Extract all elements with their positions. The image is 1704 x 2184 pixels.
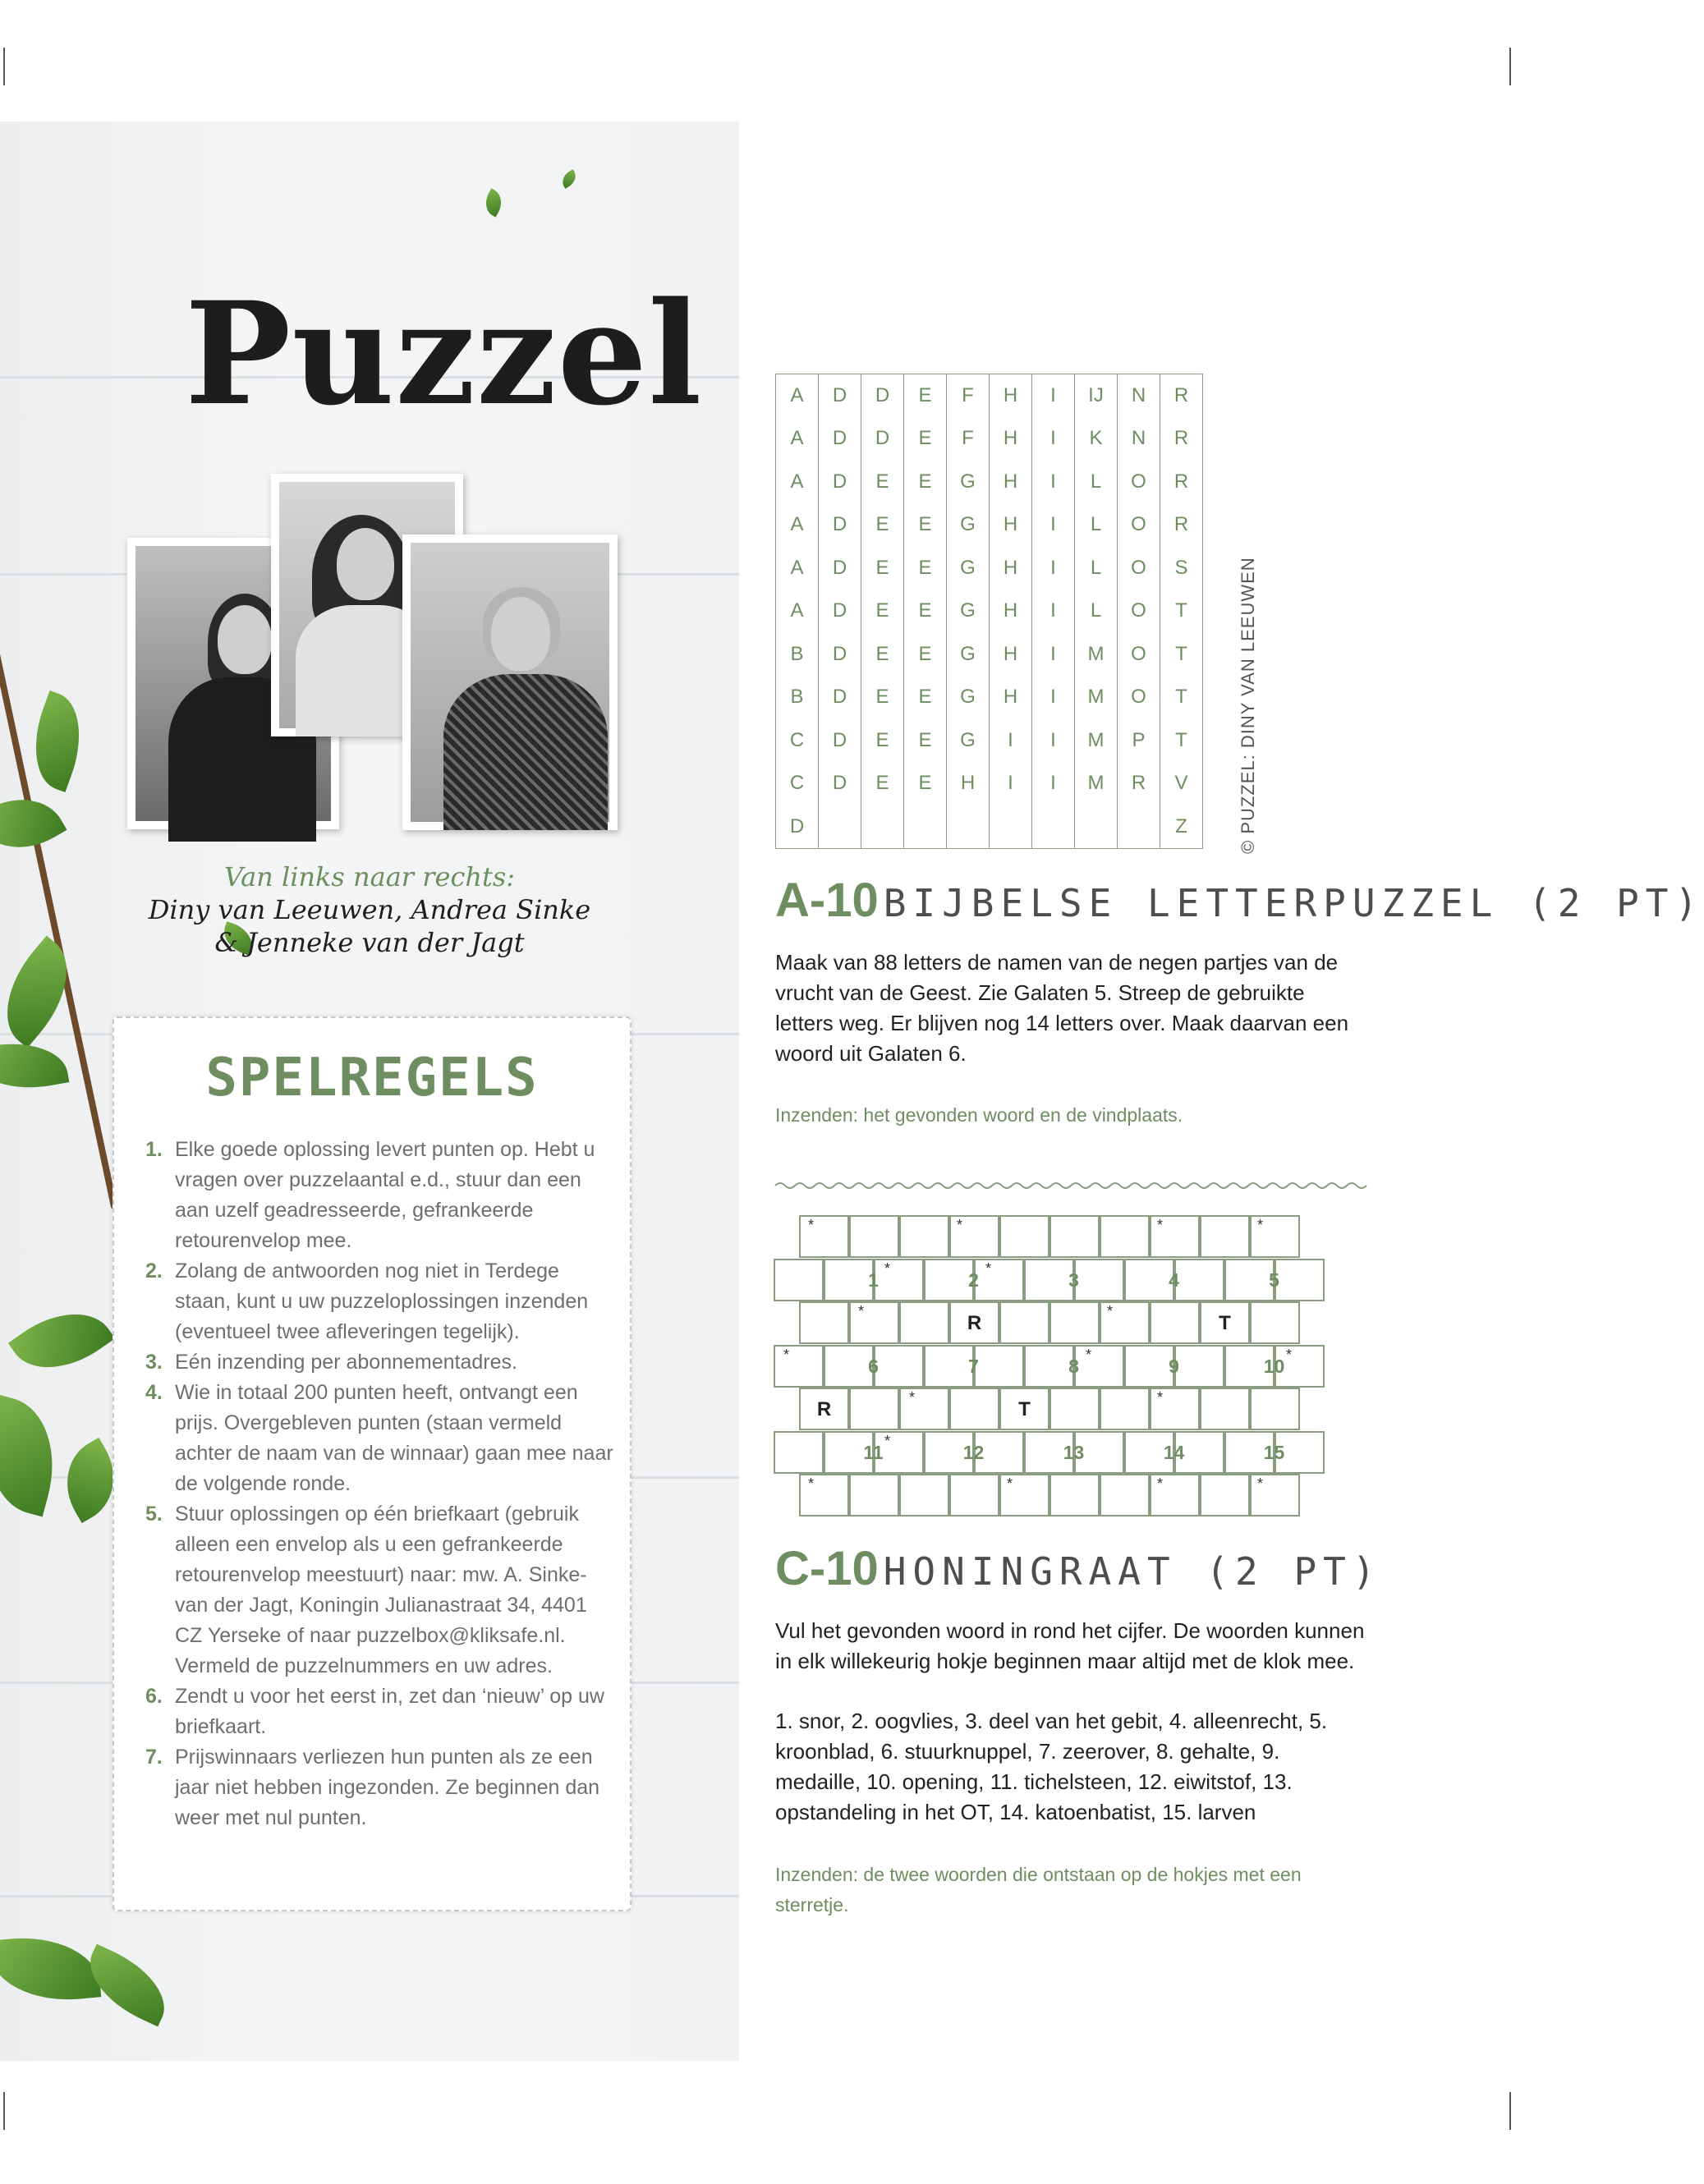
- asterisk-marker: *: [1086, 1346, 1092, 1363]
- letter-cell: O: [1118, 590, 1160, 633]
- asterisk-marker: *: [909, 1389, 916, 1406]
- letter-grid-row: [776, 590, 1203, 633]
- honeycomb-cell: [999, 1215, 1049, 1258]
- letter-cell: I: [1032, 719, 1075, 763]
- letter-cell: M: [1075, 676, 1118, 719]
- rule-text: Stuur oplossingen op één briefkaart (gebruik alleen een envelop als u een gefrankeerde retourenvelop meestuurt) naar: mw. A. Sinke-van der Jagt, Koningin Julianastraat 34, 4401 CZ Yerseke of naar puzzelbox@kliksafe.nl. Vermeld de puzzelnummers en uw adres.: [175, 1503, 587, 1677]
- letter-cell: E: [904, 676, 947, 719]
- photo-caption: [148, 860, 591, 959]
- letter-cell: A: [776, 417, 819, 461]
- honeycomb-cell: [1250, 1388, 1300, 1430]
- asterisk-marker: *: [808, 1475, 815, 1492]
- letter-cell: E: [861, 547, 904, 590]
- rules-title: SPELREGELS: [205, 1048, 539, 1108]
- letter-cell: R: [1160, 503, 1203, 547]
- letter-cell: A: [776, 461, 819, 504]
- letter-cell: G: [947, 633, 990, 677]
- asterisk-marker: *: [884, 1432, 891, 1449]
- letter-cell: Z: [1160, 805, 1203, 849]
- honeycomb-given-letter: T: [1219, 1312, 1231, 1334]
- honeycomb-cell: [1200, 1388, 1250, 1430]
- letter-cell: E: [861, 676, 904, 719]
- rule-item: [145, 1378, 613, 1499]
- letter-cell: I: [1032, 590, 1075, 633]
- face-shape: [491, 597, 550, 671]
- letter-cell: I: [1032, 547, 1075, 590]
- letter-grid-row: [776, 719, 1203, 763]
- letter-cell: R: [1160, 374, 1203, 418]
- letter-cell: H: [990, 374, 1032, 418]
- honeycomb-description: Vul het gevonden woord in rond het cijfer. De woorden kunnen in elk willekeurig hokje beginnen maar altijd met de klok mee.: [775, 1618, 1365, 1673]
- asterisk-marker: *: [858, 1303, 865, 1319]
- letter-grid: [775, 374, 1203, 849]
- honeycomb-given-letter: T: [1018, 1398, 1031, 1420]
- leaf: [0, 780, 67, 867]
- letter-cell: E: [904, 503, 947, 547]
- asterisk-marker: *: [985, 1259, 992, 1277]
- portrait-photo-jenneke: [402, 535, 618, 830]
- letter-cell: I: [1032, 374, 1075, 418]
- honeycomb-cell: [849, 1388, 899, 1430]
- page-title: Puzzel: [185, 270, 703, 437]
- honeycomb-cell: [849, 1215, 899, 1258]
- asterisk-marker: *: [1157, 1217, 1164, 1233]
- rule-item: [145, 1135, 613, 1256]
- letter-cell: H: [990, 633, 1032, 677]
- honeycomb-given-letter: R: [967, 1312, 982, 1334]
- letter-cell: H: [990, 417, 1032, 461]
- letter-cell: E: [904, 417, 947, 461]
- letter-cell: F: [947, 374, 990, 418]
- honeycomb-cell: [1100, 1215, 1150, 1258]
- rule-text: Zolang de antwoorden nog niet in Terdege staan, kunt u uw puzzeloplossingen inzenden (eventueel twee afleveringen tegelijk).: [175, 1259, 589, 1343]
- rule-number: 1.: [145, 1138, 163, 1161]
- rule-text: Elke goede oplossing levert punten op. Hebt u vragen over puzzelaantal e.d., stuur dan een aan uzelf geadresseerde, gefrankeerde retourenvelop mee.: [175, 1138, 595, 1252]
- letter-cell: H: [947, 762, 990, 805]
- body-shape: [443, 674, 608, 830]
- honeycomb-cell: [1200, 1215, 1250, 1258]
- letter-cell: E: [904, 633, 947, 677]
- honeycomb-number: 1: [868, 1269, 879, 1291]
- rules-list: [145, 1135, 613, 1833]
- puzzle-send-instruction: Inzenden: het gevonden woord en de vindplaats.: [775, 1104, 1183, 1126]
- letter-grid-row: [776, 417, 1203, 461]
- letter-cell: L: [1075, 547, 1118, 590]
- letter-grid-row: [776, 461, 1203, 504]
- honeycomb-cell: [774, 1345, 824, 1388]
- letter-cell: R: [1160, 461, 1203, 504]
- letter-cell: A: [776, 547, 819, 590]
- letter-grid-row: [776, 547, 1203, 590]
- letter-cell: I: [1032, 676, 1075, 719]
- letter-cell: A: [776, 590, 819, 633]
- letter-cell: H: [990, 461, 1032, 504]
- letter-cell: D: [861, 417, 904, 461]
- letter-cell: L: [1075, 503, 1118, 547]
- letter-cell: G: [947, 503, 990, 547]
- letter-cell: I: [990, 719, 1032, 763]
- leaf: [8, 1292, 115, 1390]
- letter-cell: I: [1032, 417, 1075, 461]
- honeycomb-cell: [799, 1215, 849, 1258]
- rule-number: 6.: [145, 1685, 163, 1708]
- wave-divider: [775, 1179, 1373, 1192]
- honeycomb-number: 6: [868, 1355, 879, 1377]
- honeycomb-cell: [899, 1215, 949, 1258]
- rule-item: [145, 1256, 613, 1347]
- honeycomb-cell: [899, 1474, 949, 1516]
- honeycomb-cell: [774, 1259, 824, 1301]
- letter-cell: D: [861, 374, 904, 418]
- honeycomb-number: 10: [1263, 1355, 1285, 1377]
- honeycomb-cell: [949, 1474, 999, 1516]
- letter-cell: K: [1075, 417, 1118, 461]
- honeycomb-cell: [799, 1474, 849, 1516]
- letter-cell: D: [819, 762, 861, 805]
- letter-cell: G: [947, 547, 990, 590]
- letter-cell: [1075, 805, 1118, 849]
- leaf: [0, 1395, 70, 1517]
- caption-intro: Van links naar rechts:: [223, 861, 516, 892]
- letter-cell: T: [1160, 719, 1203, 763]
- letter-cell: E: [904, 590, 947, 633]
- letter-cell: E: [861, 461, 904, 504]
- letter-cell: [1118, 805, 1160, 849]
- asterisk-marker: *: [1257, 1475, 1264, 1492]
- honeycomb-grid: [774, 1215, 1332, 1519]
- letter-cell: H: [990, 503, 1032, 547]
- letter-cell: D: [819, 417, 861, 461]
- rule-text: Wie in totaal 200 punten heeft, ontvangt een prijs. Overgebleven punten (staan vermeld achter de naam van de winnaar) gaan mee naar de volgende ronde.: [175, 1381, 613, 1495]
- honeycomb-cell: [1250, 1301, 1300, 1344]
- rule-text: Zendt u voor het eerst in, zet dan ‘nieuw’ op uw briefkaart.: [175, 1685, 604, 1738]
- letter-cell: B: [776, 633, 819, 677]
- letter-cell: D: [819, 461, 861, 504]
- letter-cell: O: [1118, 676, 1160, 719]
- letter-grid-row: [776, 374, 1203, 418]
- honeycomb-cell: [1049, 1388, 1100, 1430]
- letter-cell: O: [1118, 461, 1160, 504]
- honeycomb-number: 8: [1068, 1355, 1079, 1377]
- rule-item: [145, 1682, 613, 1742]
- letter-cell: O: [1118, 547, 1160, 590]
- honeycomb-number: 2: [968, 1269, 979, 1291]
- honeycomb-number: 3: [1068, 1269, 1079, 1291]
- letter-cell: M: [1075, 762, 1118, 805]
- honeycomb-number: 11: [863, 1441, 884, 1463]
- rule-item: [145, 1742, 613, 1833]
- letter-cell: D: [819, 547, 861, 590]
- letter-cell: H: [990, 547, 1032, 590]
- letter-cell: R: [1118, 762, 1160, 805]
- crop-mark: [3, 48, 5, 85]
- letter-cell: N: [1118, 374, 1160, 418]
- asterisk-marker: *: [1157, 1475, 1164, 1492]
- letter-cell: E: [904, 719, 947, 763]
- rule-number: 5.: [145, 1503, 163, 1526]
- puzzle-heading-a10: [775, 874, 1704, 927]
- letter-cell: L: [1075, 590, 1118, 633]
- leaf: [0, 1034, 69, 1098]
- letter-cell: T: [1160, 590, 1203, 633]
- letter-cell: P: [1118, 719, 1160, 763]
- puzzle-credit: © PUZZEL: DINY VAN LEEUWEN: [1238, 557, 1258, 854]
- crop-mark: [1509, 48, 1511, 85]
- honeycomb-number: 14: [1163, 1441, 1185, 1463]
- crop-mark: [1509, 2092, 1511, 2130]
- honeycomb-cell: [774, 1431, 824, 1474]
- letter-cell: G: [947, 590, 990, 633]
- honeycomb-cell: [1200, 1474, 1250, 1516]
- honeycomb-cell: [899, 1388, 949, 1430]
- letter-cell: E: [861, 762, 904, 805]
- letter-cell: G: [947, 461, 990, 504]
- caption-names: Diny van Leeuwen, Andrea Sinke: [148, 894, 591, 925]
- letter-cell: I: [1032, 762, 1075, 805]
- letter-cell: H: [990, 676, 1032, 719]
- letter-cell: E: [861, 503, 904, 547]
- honeycomb-cell: [1100, 1388, 1150, 1430]
- honeycomb-cell: [849, 1301, 899, 1344]
- letter-cell: [819, 805, 861, 849]
- rule-text: Prijswinnaars verliezen hun punten als ze een jaar niet hebben ingezonden. Ze beginnen dan weer met nul punten.: [175, 1746, 600, 1829]
- rule-item: [145, 1347, 613, 1378]
- letter-cell: S: [1160, 547, 1203, 590]
- asterisk-marker: *: [1007, 1475, 1013, 1492]
- letter-cell: [990, 805, 1032, 849]
- leaf: [0, 1931, 101, 2006]
- honeycomb-cell: [849, 1474, 899, 1516]
- letter-cell: A: [776, 503, 819, 547]
- honeycomb-cell: [999, 1301, 1049, 1344]
- asterisk-marker: *: [1107, 1303, 1114, 1319]
- honeycomb-cell: [1049, 1215, 1100, 1258]
- letter-cell: E: [904, 762, 947, 805]
- honeycomb-number: 9: [1169, 1355, 1179, 1377]
- asterisk-marker: *: [884, 1259, 891, 1277]
- letter-cell: E: [861, 719, 904, 763]
- letter-cell: F: [947, 417, 990, 461]
- honeycomb-number: 7: [968, 1355, 979, 1377]
- honeycomb-cell: [899, 1301, 949, 1344]
- rules-card: [113, 1016, 632, 1911]
- letter-cell: O: [1118, 633, 1160, 677]
- rule-number: 4.: [145, 1381, 163, 1404]
- caption-names: & Jenneke van der Jagt: [214, 927, 525, 958]
- puzzle-name: BIJBELSE LETTERPUZZEL (2 PT): [883, 881, 1704, 925]
- letter-cell: M: [1075, 633, 1118, 677]
- letter-grid-row: [776, 762, 1203, 805]
- letter-cell: I: [1032, 461, 1075, 504]
- letter-cell: E: [861, 590, 904, 633]
- puzzle-code: C-10: [775, 1542, 879, 1595]
- letter-cell: [861, 805, 904, 849]
- leaf: [19, 691, 96, 792]
- puzzle-heading-c10: [775, 1542, 1382, 1595]
- face-shape: [337, 528, 394, 600]
- letter-cell: L: [1075, 461, 1118, 504]
- honeycomb-cell: [949, 1388, 999, 1430]
- letter-cell: B: [776, 676, 819, 719]
- honeycomb-cell: [1049, 1474, 1100, 1516]
- puzzle-description: Maak van 88 letters de namen van de negen partjes van de vrucht van de Geest. Zie Galaten 5. Streep de gebruikte letters weg. Er blijven nog 14 letters over. Maak daarvan een woord uit Galaten 6.: [775, 950, 1349, 1066]
- honeycomb-number: 4: [1169, 1269, 1179, 1291]
- letter-cell: D: [819, 374, 861, 418]
- letter-cell: E: [904, 374, 947, 418]
- letter-cell: [947, 805, 990, 849]
- letter-cell: D: [776, 805, 819, 849]
- letter-cell: E: [904, 461, 947, 504]
- honeycomb-number: 15: [1263, 1441, 1285, 1463]
- rule-item: [145, 1499, 613, 1682]
- letter-cell: D: [819, 676, 861, 719]
- letter-cell: N: [1118, 417, 1160, 461]
- letter-cell: T: [1160, 676, 1203, 719]
- letter-cell: O: [1118, 503, 1160, 547]
- letter-cell: A: [776, 374, 819, 418]
- asterisk-marker: *: [1157, 1389, 1164, 1406]
- asterisk-marker: *: [783, 1346, 790, 1363]
- letter-cell: E: [904, 547, 947, 590]
- letter-cell: R: [1160, 417, 1203, 461]
- rule-text: Eén inzending per abonnementadres.: [175, 1351, 517, 1374]
- letter-cell: H: [990, 590, 1032, 633]
- letter-cell: I: [1032, 633, 1075, 677]
- letter-cell: D: [819, 719, 861, 763]
- letter-grid-row: [776, 676, 1203, 719]
- portrait-image: [411, 543, 609, 822]
- honeycomb-cell: [1150, 1301, 1200, 1344]
- letter-cell: V: [1160, 762, 1203, 805]
- letter-cell: I: [990, 762, 1032, 805]
- honeycomb-send-instruction: Inzenden: de twee woorden die ontstaan op de hokjes met een sterretje.: [775, 1864, 1302, 1916]
- rule-number: 7.: [145, 1746, 163, 1769]
- letter-cell: D: [819, 633, 861, 677]
- leaf: [480, 188, 507, 217]
- letter-cell: C: [776, 719, 819, 763]
- letter-cell: [1032, 805, 1075, 849]
- letter-grid-row: [776, 633, 1203, 677]
- honeycomb-cell: [1049, 1301, 1100, 1344]
- letter-cell: G: [947, 676, 990, 719]
- letter-cell: IJ: [1075, 374, 1118, 418]
- honeycomb-number: 12: [962, 1441, 985, 1463]
- asterisk-marker: *: [1257, 1217, 1264, 1233]
- letter-cell: C: [776, 762, 819, 805]
- letter-cell: [904, 805, 947, 849]
- letter-cell: I: [1032, 503, 1075, 547]
- letter-cell: E: [861, 633, 904, 677]
- asterisk-marker: *: [808, 1217, 815, 1233]
- letter-cell: D: [819, 503, 861, 547]
- honeycomb-cell: [1100, 1474, 1150, 1516]
- honeycomb-number: 5: [1269, 1269, 1279, 1291]
- letter-grid-row: [776, 503, 1203, 547]
- rule-number: 3.: [145, 1351, 163, 1374]
- letter-cell: M: [1075, 719, 1118, 763]
- letter-cell: T: [1160, 633, 1203, 677]
- letter-cell: G: [947, 719, 990, 763]
- honeycomb-given-letter: R: [816, 1398, 832, 1420]
- face-shape: [218, 605, 272, 674]
- leaf: [558, 169, 579, 189]
- asterisk-marker: *: [957, 1217, 963, 1233]
- crop-mark: [3, 2092, 5, 2130]
- letter-grid-row: [776, 805, 1203, 849]
- honeycomb-number: 13: [1063, 1441, 1085, 1463]
- letter-cell: D: [819, 590, 861, 633]
- puzzle-code: A-10: [775, 874, 879, 927]
- honeycomb-clues: 1. snor, 2. oogvlies, 3. deel van het gebit, 4. alleenrecht, 5. kroonblad, 6. stuurknuppel, 7. zeerover, 8. gehalte, 9. medaille, 10. opening, 11. tichelsteen, 12. eiwitstof, 13. opstandeling in het OT, 14. katoenbatist, 15. larven: [775, 1709, 1328, 1824]
- honeycomb-cell: [799, 1301, 849, 1344]
- rule-number: 2.: [145, 1259, 163, 1282]
- puzzle-name: HONINGRAAT (2 PT): [883, 1549, 1382, 1594]
- asterisk-marker: *: [1286, 1346, 1293, 1363]
